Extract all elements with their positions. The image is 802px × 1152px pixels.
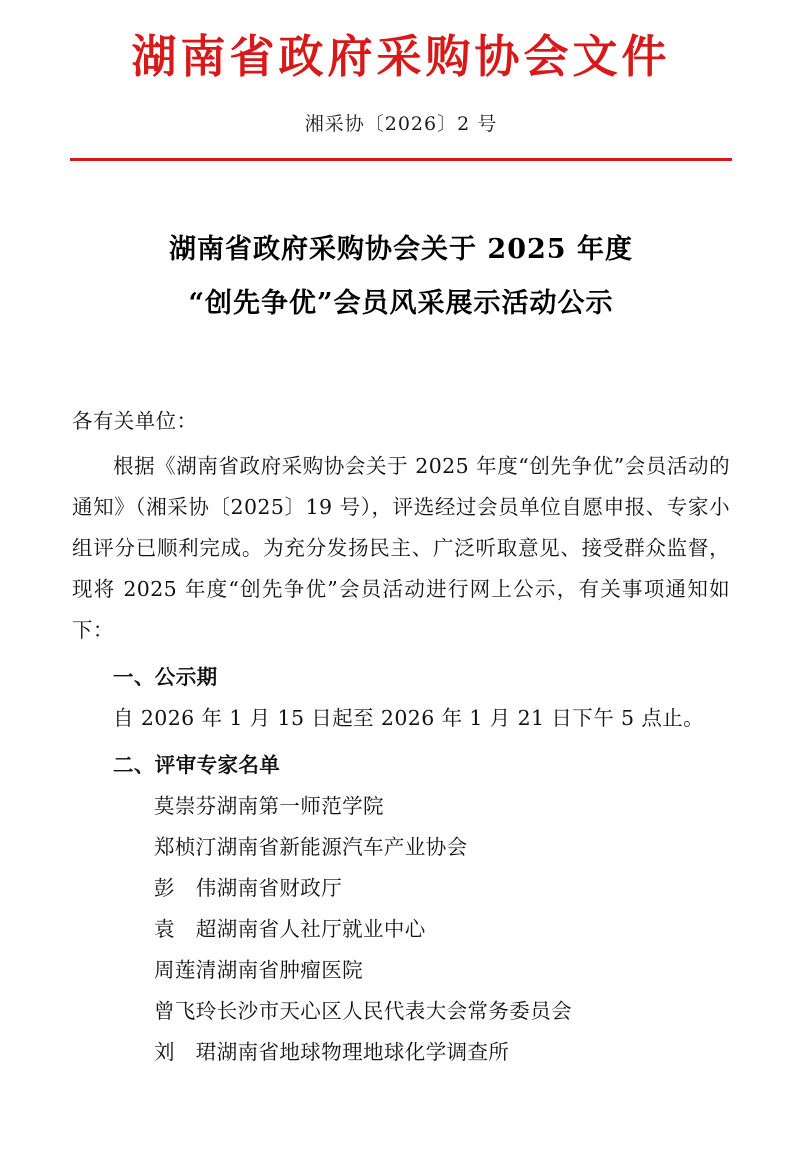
expert-org: 湖南省人社厅就业中心 xyxy=(216,917,426,942)
list-item xyxy=(72,1032,730,1073)
expert-name: 曾飞玲 xyxy=(154,999,217,1024)
document-body xyxy=(72,401,730,1073)
document-title-line-1: 湖南省政府采购协会关于 2025 年度 xyxy=(169,234,633,266)
expert-name: 郑桢汀 xyxy=(154,835,217,860)
section-text-announcement-period: 自 2026 年 1 月 15 日起至 2026 年 1 月 21 日下午 5 点止。 xyxy=(113,706,705,731)
expert-name: 周莲清 xyxy=(154,958,217,983)
salutation: 各有关单位： xyxy=(72,409,198,434)
body-paragraph-1: 根据《湖南省政府采购协会关于 2025 年度“创先争优”会员活动的通知》（湘采协〔2025〕19 号），评选经过会员单位自愿申报、专家小组评分已顺利完成。为充分发扬民主、广泛听取意见、接受群众监督，现将 2025 年度“创先争优”会员活动进行网上公示，有关事项通知如下： xyxy=(72,454,730,643)
expert-org: 长沙市天心区人民代表大会常务委员会 xyxy=(216,999,573,1024)
document-title xyxy=(72,223,730,331)
list-item xyxy=(72,909,730,950)
list-item xyxy=(72,950,730,991)
expert-org: 湖南省财政厅 xyxy=(216,876,343,901)
document-org-title: 湖南省政府采购协会文件 xyxy=(131,30,671,83)
expert-name: 刘 珺 xyxy=(154,1040,217,1065)
expert-org: 湖南第一师范学院 xyxy=(216,794,384,819)
list-item xyxy=(72,991,730,1032)
expert-org: 湖南省新能源汽车产业协会 xyxy=(216,835,468,860)
list-item xyxy=(72,868,730,909)
document-masthead xyxy=(72,0,730,136)
expert-org: 湖南省肿瘤医院 xyxy=(216,958,364,983)
expert-org: 湖南省地球物理地球化学调查所 xyxy=(216,1040,510,1065)
expert-name: 彭 伟 xyxy=(154,876,217,901)
list-item xyxy=(72,786,730,827)
section-heading-announcement-period: 一、公示期 xyxy=(113,665,218,690)
expert-name: 莫崇芬 xyxy=(154,794,217,819)
red-divider-rule xyxy=(70,158,732,161)
expert-name: 袁 超 xyxy=(154,917,217,942)
document-number: 湘采协〔2026〕2 号 xyxy=(304,113,498,136)
document-title-line-2: “创先争优”会员风采展示活动公示 xyxy=(188,288,614,320)
list-item xyxy=(72,827,730,868)
section-heading-expert-list: 二、评审专家名单 xyxy=(113,753,281,778)
expert-list xyxy=(72,786,730,1073)
